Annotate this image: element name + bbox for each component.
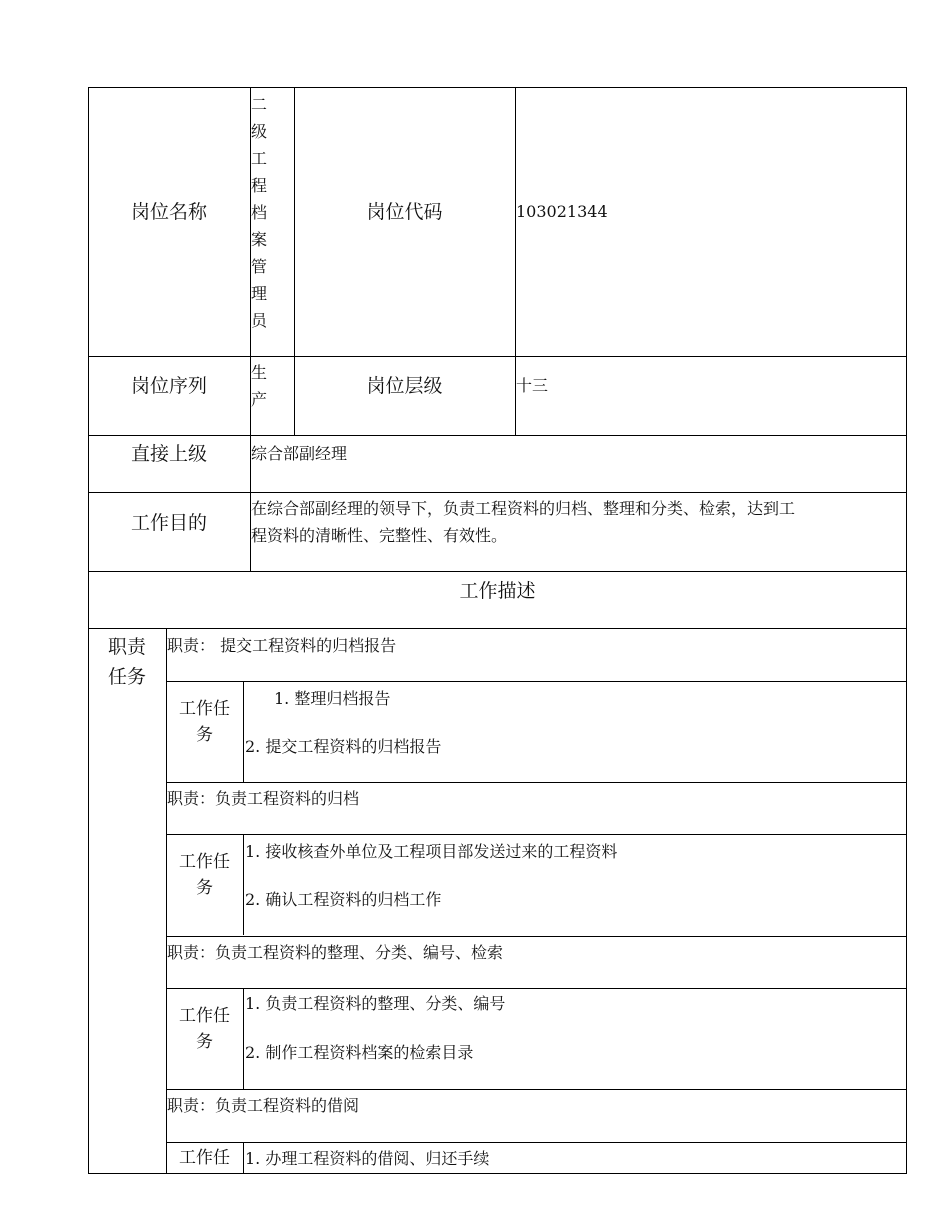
row-divider	[88, 492, 907, 493]
row-divider	[88, 435, 907, 436]
position-name-label: 岗位名称	[130, 201, 207, 223]
row-divider	[166, 936, 907, 937]
row-divider	[88, 356, 907, 357]
position-level-value: 十三	[516, 376, 549, 395]
task-item: 2. 制作工程资料档案的检索目录	[245, 1043, 474, 1062]
task-label-line-1: 工作任	[179, 1006, 230, 1026]
row-divider	[166, 782, 907, 783]
row-divider	[166, 834, 907, 835]
position-level-label: 岗位层级	[366, 375, 443, 397]
position-series-value: 生产	[251, 363, 268, 409]
task-label-line-1: 工作任	[179, 1148, 230, 1168]
col-divider	[243, 1142, 244, 1174]
task-item: 1. 办理工程资料的借阅、归还手续	[245, 1149, 490, 1168]
description-title: 工作描述	[459, 580, 536, 602]
duty-title: 职责：负责工程资料的整理、分类、编号、检索	[167, 943, 504, 962]
position-code-value: 103021344	[516, 202, 608, 221]
duties-label-line-1: 职责	[107, 636, 146, 658]
duty-title: 职责：负责工程资料的借阅	[167, 1096, 360, 1115]
task-item: 1. 整理归档报告	[274, 689, 391, 708]
row-divider	[166, 1089, 907, 1090]
position-name-value: 二级工程档案管理员	[251, 95, 268, 330]
col-divider	[243, 988, 244, 1089]
task-item: 1. 负责工程资料的整理、分类、编号	[245, 994, 506, 1013]
duties-label-line-2: 任务	[107, 666, 146, 688]
task-item: 2. 提交工程资料的归档报告	[245, 737, 442, 756]
position-series-label: 岗位序列	[130, 375, 207, 397]
task-label-line-1: 工作任	[179, 699, 230, 719]
row-divider	[166, 988, 907, 989]
duty-title: 职责： 提交工程资料的归档报告	[167, 636, 397, 655]
row-divider	[166, 1142, 907, 1143]
task-item: 1. 接收核查外单位及工程项目部发送过来的工程资料	[245, 842, 618, 861]
row-divider	[166, 681, 907, 682]
superior-value: 综合部副经理	[251, 444, 348, 463]
task-item: 2. 确认工程资料的归档工作	[245, 890, 442, 909]
row-divider	[88, 571, 907, 572]
task-label-line-2: 务	[196, 1032, 213, 1052]
purpose-line-1: 在综合部副经理的领导下，负责工程资料的归档、整理和分类、检索，达到工	[251, 499, 796, 518]
col-divider	[243, 834, 244, 935]
position-code-label: 岗位代码	[366, 201, 443, 223]
task-label-line-1: 工作任	[179, 852, 230, 872]
purpose-line-2: 程资料的清晰性、完整性、有效性。	[251, 526, 508, 545]
row-divider	[88, 628, 907, 629]
duty-title: 职责：负责工程资料的归档	[167, 789, 360, 808]
task-label-line-2: 务	[196, 878, 213, 898]
superior-label: 直接上级	[130, 443, 207, 465]
col-divider	[243, 681, 244, 782]
purpose-label: 工作目的	[130, 512, 207, 534]
task-label-line-2: 务	[196, 725, 213, 745]
